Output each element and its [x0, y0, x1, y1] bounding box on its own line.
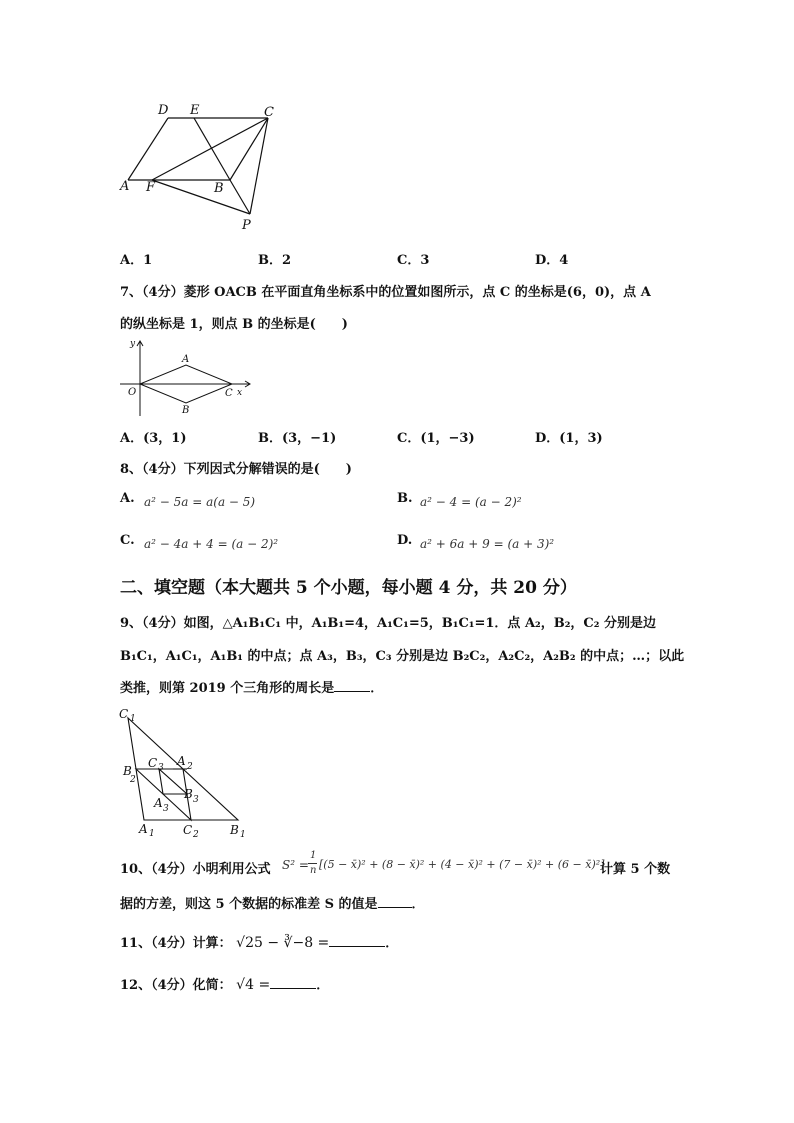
q10-fraction-bar — [308, 863, 317, 864]
label-c2-sub: 2 — [193, 830, 199, 840]
q6-option-c[interactable]: C．3 — [397, 253, 430, 268]
label-b2-sub: 2 — [130, 775, 136, 785]
figure-q6 — [110, 98, 300, 238]
q6-option-a[interactable]: A．1 — [120, 253, 153, 268]
q10-line2 — [120, 893, 425, 912]
q11-expression: √25 − ∛−8 = — [236, 935, 330, 951]
q8-option-d-expr: a² + 6a + 9 = (a + 3)² — [420, 537, 555, 551]
q10-line2-end: ． — [411, 897, 425, 912]
label-x: x — [237, 388, 243, 398]
q10-prefix: 10、（4分）小明利用公式 — [120, 862, 271, 877]
label-b: B — [214, 181, 224, 196]
q9-answer-blank[interactable] — [334, 691, 370, 692]
label-c3: C — [148, 756, 158, 770]
q10-fraction-denominator: n — [310, 865, 317, 876]
q11-end: ． — [385, 936, 399, 951]
label-b: B — [182, 405, 190, 416]
figure-q9 — [115, 703, 255, 841]
q8-option-b-expr: a² − 4 = (a − 2)² — [420, 495, 522, 509]
label-a2: A — [177, 754, 186, 768]
label-a: A — [182, 354, 190, 365]
q12-end: ． — [316, 978, 330, 993]
segment-bp — [230, 180, 250, 214]
q7-option-d[interactable]: D．(1，3) — [535, 431, 603, 446]
label-c2: C — [183, 823, 193, 837]
segment-fp — [152, 180, 250, 214]
label-f: F — [146, 180, 156, 195]
section-heading: 二、填空题（本大题共 5 个小题，每小题 4 分，共 20 分） — [120, 578, 577, 598]
label-b1: B — [230, 823, 239, 837]
label-d: D — [158, 103, 169, 118]
label-b3-sub: 3 — [193, 795, 199, 805]
q10-fraction-numerator: 1 — [310, 850, 317, 861]
label-c: C — [264, 105, 274, 120]
q9-stem-line3 — [120, 677, 383, 696]
q11-prefix: 11、（4分）计算： — [120, 936, 232, 951]
q11-answer-blank[interactable] — [329, 946, 385, 947]
figure-q7 — [118, 336, 258, 418]
q10-formula-body: [(5 − x̄)² + (8 − x̄)² + (4 − x̄)² + (7 − x̄)² + (6 − x̄)²] — [319, 858, 605, 871]
q8-option-d-label[interactable]: D. — [397, 533, 413, 548]
label-a1: A — [139, 822, 148, 836]
q10-suffix: 计算 5 个数 — [600, 862, 671, 877]
label-a1-sub: 1 — [149, 829, 155, 839]
label-c1-sub: 1 — [130, 714, 136, 724]
label-c: C — [225, 388, 233, 399]
q8-stem: 8、（4分）下列因式分解错误的是( ) — [120, 462, 352, 477]
q10-line2-text: 据的方差，则这 5 个数据的标准差 S 的值是 — [120, 897, 378, 912]
label-a3-sub: 3 — [163, 804, 169, 814]
q7-option-c[interactable]: C．(1，−3) — [397, 431, 475, 446]
q12-answer-blank[interactable] — [270, 988, 316, 989]
q9-stem-line1: 9、（4分）如图，△A₁B₁C₁ 中，A₁B₁=4，A₁C₁=5，B₁C₁=1．点 A₂，B₂，C₂ 分别是边 — [120, 616, 656, 631]
q8-option-a-label[interactable]: A. — [120, 491, 135, 506]
q8-option-b-label[interactable]: B. — [397, 491, 413, 506]
q7-option-b[interactable]: B．(3，−1) — [258, 431, 337, 446]
label-a3: A — [154, 796, 163, 810]
q12-expression: √4 = — [236, 977, 271, 993]
q8-option-a-expr: a² − 5a = a(a − 5) — [144, 495, 256, 509]
label-e: E — [190, 103, 200, 118]
q7-stem-line1: 7、（4分）菱形 OACB 在平面直角坐标系中的位置如图所示，点 C 的坐标是(6，0)，点 A — [120, 285, 651, 300]
segment-eb — [194, 118, 230, 180]
label-a2-sub: 2 — [187, 762, 193, 772]
q10-formula-lhs: S² = — [282, 858, 309, 872]
q9-stem-text: 类推，则第 2019 个三角形的周长是 — [120, 681, 335, 696]
segment-fc — [152, 118, 268, 180]
label-c1: C — [119, 707, 129, 721]
q6-option-b[interactable]: B．2 — [258, 253, 292, 268]
q12 — [120, 974, 329, 993]
q9-stem-end: ． — [370, 681, 384, 696]
label-o: O — [128, 387, 137, 398]
q7-option-a[interactable]: A．(3，1) — [120, 431, 187, 446]
q9-stem-line2: B₁C₁，A₁C₁，A₁B₁ 的中点；点 A₃，B₃，C₃ 分别是边 B₂C₂，A₂C₂，A₂B₂ 的中点；…；以此 — [120, 649, 685, 664]
label-b1-sub: 1 — [240, 830, 246, 840]
label-c3-sub: 3 — [158, 763, 164, 773]
q12-prefix: 12、（4分）化简： — [120, 978, 232, 993]
label-b3: B — [184, 787, 193, 801]
q8-option-c-label[interactable]: C. — [120, 533, 135, 548]
q6-option-d[interactable]: D．4 — [535, 253, 569, 268]
label-p: P — [242, 218, 251, 233]
label-y: y — [130, 339, 136, 349]
q10-answer-blank[interactable] — [378, 907, 412, 908]
label-a: A — [120, 179, 130, 194]
segment-ad — [128, 118, 168, 180]
q11 — [120, 932, 398, 951]
q8-option-c-expr: a² − 4a + 4 = (a − 2)² — [144, 537, 279, 551]
label-b2: B — [123, 764, 132, 778]
q7-stem-line2: 的纵坐标是 1，则点 B 的坐标是( ) — [120, 317, 348, 332]
